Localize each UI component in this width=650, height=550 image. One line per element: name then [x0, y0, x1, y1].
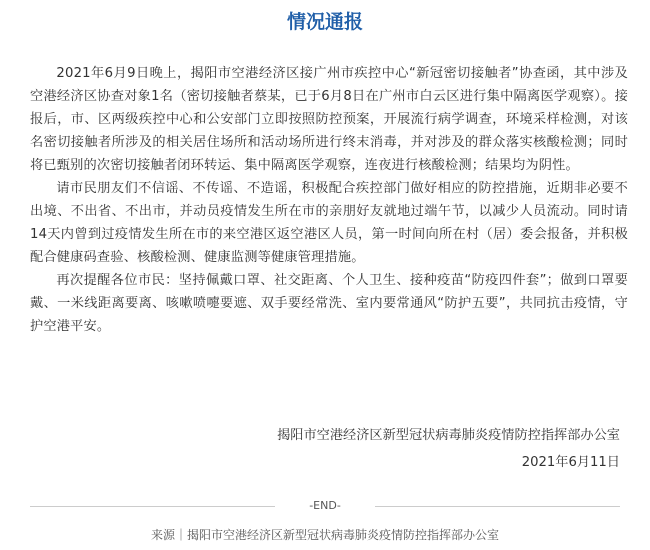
article-body: [30, 62, 628, 338]
end-divider-line-right: [375, 506, 620, 507]
page-title: 情况通报: [286, 11, 363, 33]
source-credit: 来源｜揭阳市空港经济区新型冠状病毒肺炎疫情防控指挥部办公室: [150, 528, 499, 542]
paragraph-1: 2021年6月9日晚上，揭阳市空港经济区接广州市疾控中心“新冠密切接触者”协查函，其中涉及空港经济区协查对象1名（密切接触者蔡某，已于6月8日在广州市白云区进行集中隔离医学观察）。接报后，市、区两级疾控中心和公安部门立即按照防控预案，开展流行病学调查，环境采样检测，对该名密切接触者所涉及的相关居住场所和活动场所进行终末消毒，并对涉及的群众落实核酸检测；同时将已甄别的次密切接触者闭环转运、集中隔离医学观察，连夜进行核酸检测；结果均为阴性。: [30, 66, 628, 173]
signature-date: 2021年6月11日: [521, 455, 620, 470]
signature-organization: 揭阳市空港经济区新型冠状病毒肺炎疫情防控指挥部办公室: [277, 428, 620, 443]
paragraph-2: 请市民朋友们不信谣、不传谣、不造谣，积极配合疾控部门做好相应的防控措施，近期非必要不出境、不出省、不出市，并动员疫情发生所在市的亲朋好友就地过端午节，以减少人员流动。同时请14天内曾到过疫情发生所在市的来空港区返空港区人员，第一时间向所在村（居）委会报备，并积极配合健康码查验、核酸检测、健康监测等健康管理措施。: [30, 181, 628, 265]
end-marker: -END-: [309, 499, 341, 512]
end-divider: [30, 498, 620, 514]
paragraph-3: 再次提醒各位市民：坚持佩戴口罩、社交距离、个人卫生、接种疫苗“防疫四件套”；做到口罩要戴、一米线距离要离、咳嗽喷嚏要遮、双手要经常洗、室内要常通风“防护五要”，共同抗击疫情，守护空港平安。: [30, 273, 628, 334]
